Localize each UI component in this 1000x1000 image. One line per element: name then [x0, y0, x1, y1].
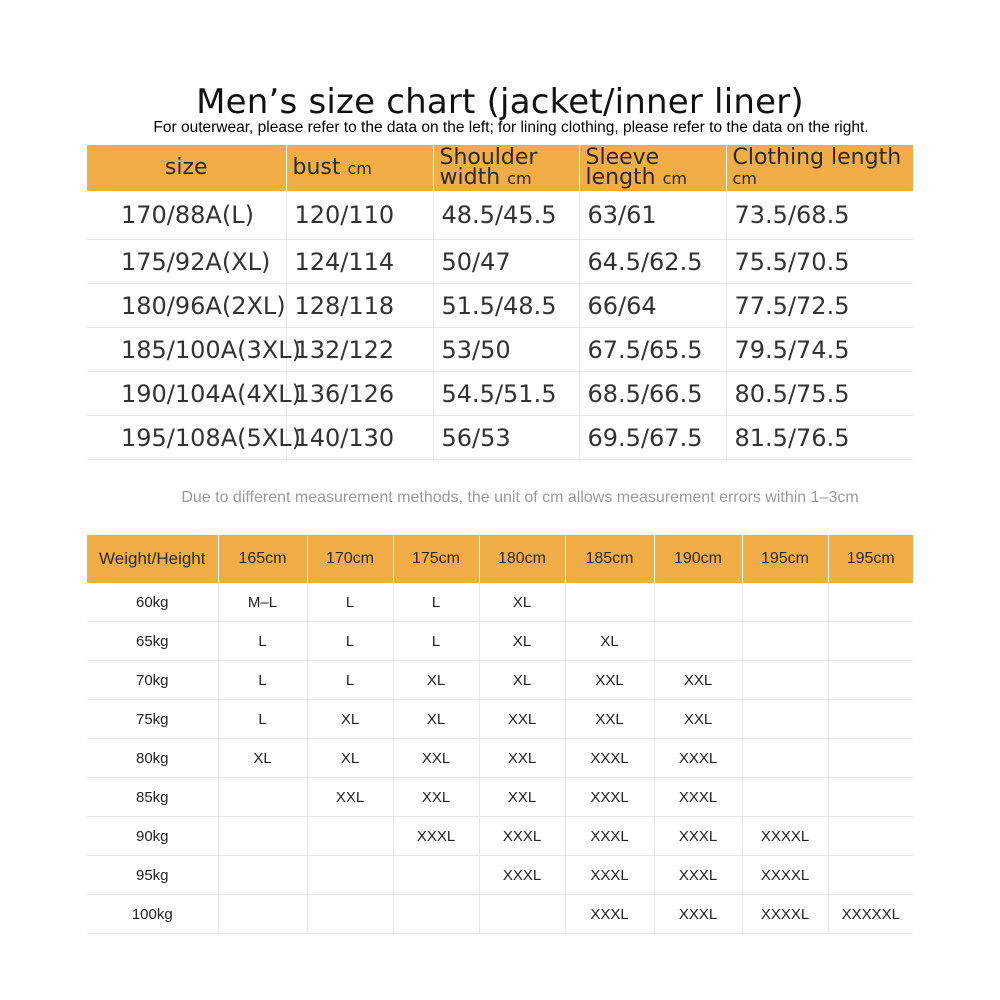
height-header-cell: 190cm	[654, 535, 742, 583]
size-cell: 128/118	[286, 284, 433, 328]
size-cell: 54.5/51.5	[433, 372, 579, 416]
measurement-note: Due to different measurement methods, the unit of cm allows measurement errors within 1–3cm	[181, 489, 859, 506]
weight-label-cell: 70kg	[87, 661, 218, 700]
size-recommendation-cell: L	[307, 661, 393, 700]
size-recommendation-cell: L	[218, 622, 307, 661]
size-recommendation-cell: XXXL	[479, 856, 565, 895]
size-table	[87, 145, 913, 460]
size-recommendation-cell: XXXL	[565, 739, 654, 778]
size-recommendation-cell: XXXL	[479, 817, 565, 856]
size-cell: 140/130	[286, 416, 433, 460]
size-cell: 56/53	[433, 416, 579, 460]
size-recommendation-cell	[218, 856, 307, 895]
weight-label-cell: 75kg	[87, 700, 218, 739]
height-header-cell: 195cm	[742, 535, 828, 583]
size-recommendation-cell: L	[307, 622, 393, 661]
size-recommendation-cell: XXL	[654, 700, 742, 739]
size-recommendation-cell	[218, 817, 307, 856]
size-cell: 81.5/76.5	[726, 416, 913, 460]
weight-label-cell: 85kg	[87, 778, 218, 817]
header-label: Sleeve length	[585, 144, 660, 190]
size-recommendation-cell: XXL	[479, 739, 565, 778]
size-cell: 136/126	[286, 372, 433, 416]
size-recommendation-cell: L	[307, 583, 393, 622]
size-recommendation-cell: L	[218, 700, 307, 739]
size-recommendation-cell: XL	[479, 583, 565, 622]
size-recommendation-cell	[828, 661, 913, 700]
size-recommendation-cell	[393, 856, 479, 895]
size-cell: 190/104A(4XL)	[87, 372, 286, 416]
weight-label-cell: 90kg	[87, 817, 218, 856]
size-table-header-cell	[286, 145, 433, 191]
size-cell: 77.5/72.5	[726, 284, 913, 328]
size-cell: 180/96A(2XL)	[87, 284, 286, 328]
size-recommendation-cell: XXL	[565, 700, 654, 739]
size-recommendation-cell: M–L	[218, 583, 307, 622]
weight-label-cell: 95kg	[87, 856, 218, 895]
size-recommendation-cell	[828, 583, 913, 622]
header-label: size	[164, 155, 208, 180]
size-cell: 75.5/70.5	[726, 240, 913, 284]
header-unit: cm	[732, 168, 757, 188]
size-cell: 185/100A(3XL)	[87, 328, 286, 372]
page-subtitle: For outerwear, please refer to the data on the left; for lining clothing, please refer to the data on the right.	[153, 119, 869, 136]
size-recommendation-cell: XXXL	[565, 895, 654, 934]
size-cell: 69.5/67.5	[579, 416, 726, 460]
size-recommendation-cell	[742, 778, 828, 817]
size-cell: 80.5/75.5	[726, 372, 913, 416]
weight-table-header	[87, 535, 913, 583]
weight-table-body	[87, 583, 913, 934]
header-unit: cm	[347, 158, 372, 178]
size-recommendation-cell: XXXL	[654, 739, 742, 778]
size-recommendation-cell: XXL	[393, 739, 479, 778]
weight-label-cell: 80kg	[87, 739, 218, 778]
table-row	[87, 817, 913, 856]
size-recommendation-cell	[565, 583, 654, 622]
size-cell: 79.5/74.5	[726, 328, 913, 372]
size-recommendation-cell	[479, 895, 565, 934]
table-row	[87, 416, 913, 460]
size-cell: 195/108A(5XL)	[87, 416, 286, 460]
size-cell: 66/64	[579, 284, 726, 328]
size-recommendation-cell: XXXL	[565, 856, 654, 895]
page-title: Men’s size chart (jacket/inner liner)	[196, 82, 804, 122]
size-cell: 73.5/68.5	[726, 191, 913, 240]
size-recommendation-cell: XXXXXL	[828, 895, 913, 934]
size-cell: 132/122	[286, 328, 433, 372]
size-recommendation-cell: XXL	[479, 778, 565, 817]
size-cell: 68.5/66.5	[579, 372, 726, 416]
size-recommendation-cell: XXXL	[654, 856, 742, 895]
size-recommendation-cell	[742, 583, 828, 622]
size-recommendation-cell	[742, 622, 828, 661]
table-row	[87, 856, 913, 895]
size-recommendation-cell	[307, 856, 393, 895]
header-label: Shoulder width	[439, 144, 538, 190]
size-recommendation-cell	[828, 778, 913, 817]
size-recommendation-cell	[828, 739, 913, 778]
size-recommendation-cell: XL	[479, 661, 565, 700]
size-cell: 175/92A(XL)	[87, 240, 286, 284]
size-recommendation-cell: XL	[307, 739, 393, 778]
size-cell: 50/47	[433, 240, 579, 284]
table-row	[87, 240, 913, 284]
size-recommendation-cell: XXL	[479, 700, 565, 739]
weight-label-cell: 100kg	[87, 895, 218, 934]
size-recommendation-cell	[307, 895, 393, 934]
size-recommendation-cell	[654, 622, 742, 661]
table-row	[87, 372, 913, 416]
table-row	[87, 700, 913, 739]
height-header-cell: 165cm	[218, 535, 307, 583]
size-cell: 53/50	[433, 328, 579, 372]
size-recommendation-cell: XXXL	[654, 817, 742, 856]
table-row	[87, 583, 913, 622]
weight-label-cell: 60kg	[87, 583, 218, 622]
size-recommendation-cell	[307, 817, 393, 856]
size-recommendation-cell: XXXL	[565, 778, 654, 817]
table-row	[87, 328, 913, 372]
size-table-body	[87, 191, 913, 460]
header-label: bust	[292, 154, 341, 180]
header-label: Clothing length	[732, 144, 902, 170]
size-recommendation-cell	[828, 856, 913, 895]
size-cell: 170/88A(L)	[87, 191, 286, 240]
size-recommendation-cell: XXL	[393, 778, 479, 817]
size-recommendation-cell	[654, 583, 742, 622]
size-recommendation-cell: XL	[565, 622, 654, 661]
size-table-header-cell	[726, 145, 913, 191]
size-recommendation-cell: XXL	[307, 778, 393, 817]
height-header-cell: 195cm	[828, 535, 913, 583]
size-recommendation-cell: XXXXL	[742, 895, 828, 934]
size-recommendation-cell	[828, 622, 913, 661]
weight-height-table	[87, 535, 913, 934]
size-cell: 63/61	[579, 191, 726, 240]
size-cell: 48.5/45.5	[433, 191, 579, 240]
size-recommendation-cell: XL	[479, 622, 565, 661]
size-cell: 64.5/62.5	[579, 240, 726, 284]
table-row	[87, 284, 913, 328]
corner-cell: Weight/Height	[87, 535, 218, 583]
height-header-cell: 170cm	[307, 535, 393, 583]
size-recommendation-cell	[742, 739, 828, 778]
size-table-header	[87, 145, 913, 191]
size-recommendation-cell	[742, 700, 828, 739]
size-recommendation-cell: XXXXL	[742, 856, 828, 895]
height-header-cell: 175cm	[393, 535, 479, 583]
size-recommendation-cell: XXXL	[565, 817, 654, 856]
table-row	[87, 895, 913, 934]
size-table-header-cell	[579, 145, 726, 191]
size-cell: 51.5/48.5	[433, 284, 579, 328]
size-recommendation-cell	[828, 700, 913, 739]
size-recommendation-cell	[218, 778, 307, 817]
size-cell: 67.5/65.5	[579, 328, 726, 372]
size-recommendation-cell: XL	[393, 700, 479, 739]
table-row	[87, 191, 913, 240]
size-recommendation-cell: XXXXL	[742, 817, 828, 856]
size-recommendation-cell	[828, 817, 913, 856]
size-table-header-cell	[87, 145, 286, 191]
size-recommendation-cell: XL	[393, 661, 479, 700]
size-recommendation-cell: L	[393, 583, 479, 622]
size-recommendation-cell: XXL	[565, 661, 654, 700]
size-recommendation-cell: XXL	[654, 661, 742, 700]
size-recommendation-cell	[393, 895, 479, 934]
size-recommendation-cell: L	[218, 661, 307, 700]
size-recommendation-cell: XXXL	[654, 895, 742, 934]
table-row	[87, 622, 913, 661]
size-recommendation-cell: XL	[218, 739, 307, 778]
table-row	[87, 739, 913, 778]
size-recommendation-cell: XXXL	[654, 778, 742, 817]
header-unit: cm	[662, 168, 688, 188]
size-recommendation-cell	[742, 661, 828, 700]
size-table-header-cell	[433, 145, 579, 191]
size-recommendation-cell: L	[393, 622, 479, 661]
size-recommendation-cell: XXXL	[393, 817, 479, 856]
size-recommendation-cell	[218, 895, 307, 934]
height-header-cell: 180cm	[479, 535, 565, 583]
size-cell: 120/110	[286, 191, 433, 240]
table-row	[87, 778, 913, 817]
size-cell: 124/114	[286, 240, 433, 284]
header-unit: cm	[507, 168, 532, 188]
height-header-cell: 185cm	[565, 535, 654, 583]
size-recommendation-cell: XL	[307, 700, 393, 739]
weight-label-cell: 65kg	[87, 622, 218, 661]
table-row	[87, 661, 913, 700]
